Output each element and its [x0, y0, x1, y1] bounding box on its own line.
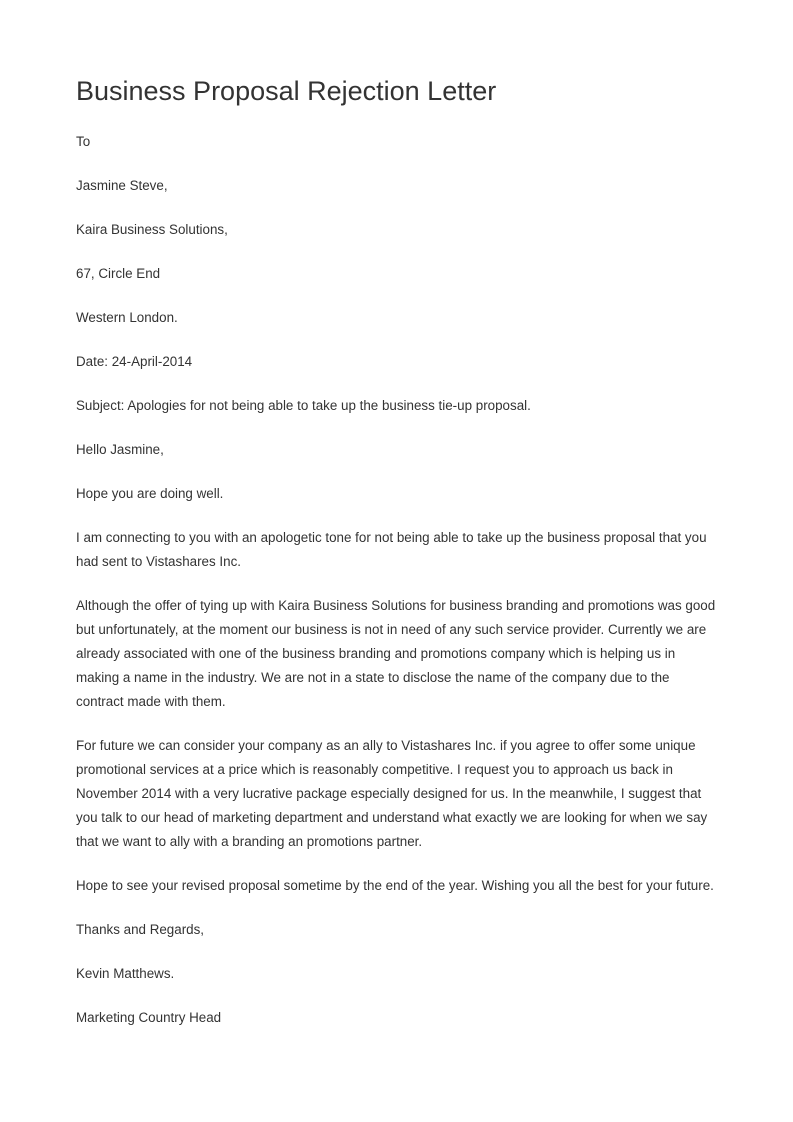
letter-subject: Subject: Apologies for not being able to take up the business tie-up proposal. [76, 398, 531, 413]
body-paragraph: I am connecting to you with an apologetic tone for not being able to take up the business proposal that you had sent to Vistashares Inc. [76, 530, 707, 569]
signer-name: Kevin Matthews. [76, 966, 175, 981]
body-paragraph: Hope you are doing well. [76, 486, 224, 501]
body-paragraph: Although the offer of tying up with Kaira Business Solutions for business branding and promotions was good but unfortunately, at the moment our business is not in need of any such service provider. Currently we are already associated with one of the business branding and promotions company which is helping us in making a name in the industry. We are not in a state to disclose the name of the company due to the contract made with them. [76, 598, 716, 709]
recipient-address-line2: Western London. [76, 310, 178, 325]
letter-date: Date: 24-April-2014 [76, 354, 193, 369]
document-title: Business Proposal Rejection Letter [76, 76, 497, 106]
to-label: To [76, 134, 91, 149]
body-paragraph: Hope to see your revised proposal sometime by the end of the year. Wishing you all the best for your future. [76, 878, 714, 893]
recipient-address-line1: 67, Circle End [76, 266, 161, 281]
signer-title: Marketing Country Head [76, 1010, 222, 1025]
letter-closing: Thanks and Regards, [76, 922, 205, 937]
letter-body [76, 130, 718, 1050]
recipient-company: Kaira Business Solutions, [76, 222, 228, 237]
body-paragraph: For future we can consider your company as an ally to Vistashares Inc. if you agree to offer some unique promotional services at a price which is reasonably competitive. I request you to approach us back in November 2014 with a very lucrative package especially designed for us. In the meanwhile, I suggest that you talk to our head of marketing department and understand what exactly we are looking for when we say that we want to ally with a branding an promotions partner. [76, 738, 708, 849]
recipient-name: Jasmine Steve, [76, 178, 168, 193]
letter-greeting: Hello Jasmine, [76, 442, 164, 457]
